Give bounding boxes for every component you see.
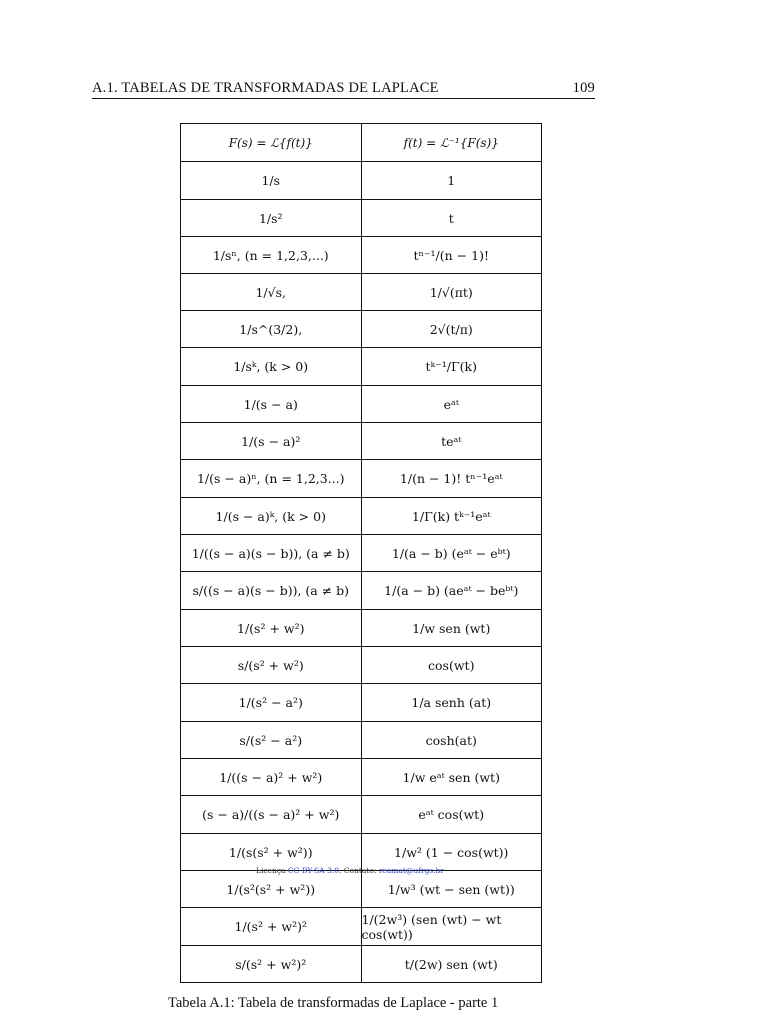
- cell-F: 1/((s − a)² + w²): [219, 769, 323, 785]
- table-row: [181, 347, 541, 385]
- table-row: [181, 385, 541, 422]
- cell-F: 1/(s − a)ⁿ, (n = 1,2,3...): [196, 471, 345, 486]
- table-row: [181, 199, 541, 236]
- table-row: [181, 609, 541, 646]
- cell-F: 1/(s² + w²): [237, 620, 305, 636]
- cell-f: tⁿ⁻¹/(n − 1)!: [361, 237, 542, 273]
- cell-f: cosh(at): [361, 722, 542, 758]
- license-text: Licença: [256, 866, 286, 875]
- table-row: [181, 721, 541, 758]
- license-line: Licença CC-BY-SA-3.0. Contato: reamat@ufrgs.br: [256, 866, 445, 875]
- cell-F: 1/sᵏ, (k > 0): [233, 359, 309, 374]
- cell-F: 1/(s − a)ᵏ, (k > 0): [215, 508, 326, 524]
- table-row: [181, 833, 541, 870]
- table-row: [181, 795, 541, 833]
- cell-F: 1/(s(s² + w²)): [228, 844, 313, 860]
- cell-F: 1/s²: [258, 210, 283, 226]
- table-caption: Tabela A.1: Tabela de transformadas de Laplace - parte 1: [168, 995, 499, 1011]
- section-title: A.1. TABELAS DE TRANSFORMADAS DE LAPLACE: [92, 80, 439, 96]
- cell-f: 1/(2w³) (sen (wt) − wt cos(wt)): [361, 908, 542, 945]
- table-row: [181, 273, 541, 310]
- cell-F: 1/(s − a): [243, 396, 298, 412]
- cell-f: t: [361, 200, 542, 236]
- cell-f: 2√(t/π): [361, 311, 542, 347]
- cell-F: s/(s² + w²): [237, 657, 304, 673]
- table-row: [181, 646, 541, 683]
- cell-F: 1/s^(3/2),: [239, 321, 303, 337]
- cell-F: 1/(s² + w²)²: [234, 919, 307, 934]
- table-row: [181, 571, 541, 609]
- cell-f: eᵃᵗ: [361, 386, 542, 422]
- header-cell-f: f(t) = ℒ⁻¹{F(s)}: [361, 124, 542, 161]
- table-row: [181, 236, 541, 273]
- cell-f: 1/w³ (wt − sen (wt)): [361, 871, 542, 907]
- cell-f: 1: [361, 162, 542, 199]
- cell-f: teᵃᵗ: [361, 423, 542, 459]
- table-header-row: [181, 124, 541, 161]
- table-row: [181, 683, 541, 721]
- contact-email-link[interactable]: reamat@ufrgs.br: [378, 866, 445, 875]
- cell-f: 1/w sen (wt): [361, 610, 542, 646]
- cell-F: (s − a)/((s − a)² + w²): [202, 807, 340, 822]
- table-row: [181, 459, 541, 497]
- laplace-table: [180, 123, 542, 983]
- table-row: [181, 945, 541, 982]
- cell-f: 1/√(πt): [361, 274, 542, 310]
- table-row: [181, 758, 541, 795]
- contact-label: Contato:: [343, 866, 377, 875]
- table-row: [181, 907, 541, 945]
- license-link[interactable]: CC-BY-SA-3.0: [287, 866, 339, 875]
- cell-f: 1/w² (1 − cos(wt)): [361, 834, 542, 870]
- cell-F: s/(s² + w²)²: [235, 956, 307, 972]
- table-row: [181, 310, 541, 347]
- cell-f: 1/(a − b) (aeᵃᵗ − beᵇᵗ): [361, 572, 542, 609]
- table-row: [181, 497, 541, 534]
- cell-F: 1/(s − a)²: [241, 433, 301, 449]
- cell-F: s/(s² − a²): [239, 732, 303, 748]
- cell-F: 1/(s²(s² + w²)): [226, 881, 316, 897]
- cell-f: t/(2w) sen (wt): [361, 946, 542, 982]
- cell-f: 1/(a − b) (eᵃᵗ − eᵇᵗ): [361, 535, 542, 571]
- table-row: [181, 161, 541, 199]
- cell-F: s/((s − a)(s − b)), (a ≠ b): [192, 583, 350, 598]
- cell-f: cos(wt): [361, 647, 542, 683]
- cell-F: 1/(s² − a²): [238, 695, 303, 710]
- table-row: [181, 870, 541, 907]
- cell-F: 1/((s − a)(s − b)), (a ≠ b): [191, 545, 350, 561]
- header-cell-F: F(s) = ℒ{f(t)}: [228, 135, 313, 150]
- cell-f: 1/(n − 1)! tⁿ⁻¹eᵃᵗ: [361, 460, 542, 497]
- cell-f: eᵃᵗ cos(wt): [361, 796, 542, 833]
- cell-f: tᵏ⁻¹/Γ(k): [361, 348, 542, 385]
- cell-F: 1/√s,: [255, 284, 287, 300]
- header-rule: [92, 98, 595, 99]
- cell-F: 1/s: [261, 173, 281, 188]
- cell-f: 1/a senh (at): [361, 684, 542, 721]
- cell-f: 1/w eᵃᵗ sen (wt): [361, 759, 542, 795]
- page-number: 109: [572, 80, 595, 96]
- cell-F: 1/sⁿ, (n = 1,2,3,...): [212, 247, 329, 263]
- running-header: [92, 80, 595, 98]
- table-row: [181, 422, 541, 459]
- table-row: [181, 534, 541, 571]
- cell-f: 1/Γ(k) tᵏ⁻¹eᵃᵗ: [361, 498, 542, 534]
